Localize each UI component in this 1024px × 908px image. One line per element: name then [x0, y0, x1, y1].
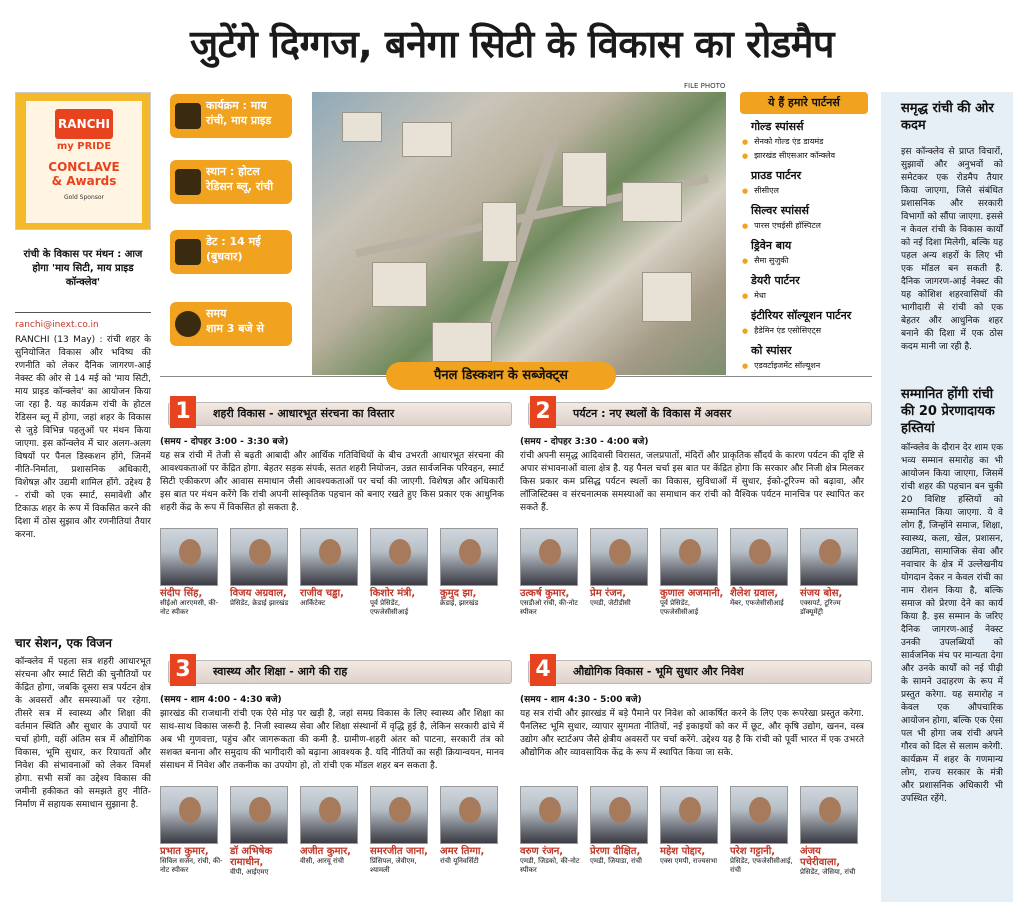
panelist — [800, 786, 864, 877]
panelist — [730, 528, 794, 608]
panelist-role: प्रेसिडेंट, क्रेडाई झारखंड — [230, 599, 289, 607]
city-aerial-photo — [312, 92, 726, 375]
partners-heading: ये हैं हमारे पार्टनर्स — [740, 92, 868, 114]
time-label: समय — [206, 307, 227, 320]
panelist-photo — [230, 786, 288, 844]
panelist-name: विजय अग्रवाल, — [230, 588, 287, 599]
venue-value: रेडिसन ब्लू, रांची — [206, 180, 274, 193]
venue-label: स्थान : होटल — [206, 165, 260, 178]
panelist-name: शैलेश ग्रवाल, — [730, 588, 779, 599]
people-icon — [175, 103, 201, 129]
panel-title: पैनल डिस्कशन के सब्जेक्ट्स — [386, 362, 616, 390]
panelist-name: वरुण रंजन, — [520, 846, 564, 857]
session-time: (समय - शाम 4:00 - 4:30 बजे) — [160, 695, 282, 705]
panelist-role: सीईओ आरएमसी, की-नोट स्पीकर — [160, 599, 219, 616]
partner-item: ● झारखंड सीएसआर कॉन्क्लेव — [742, 149, 869, 163]
panelist — [370, 786, 434, 875]
panelist-photo — [160, 786, 218, 844]
right-body-2: कॉन्क्लेव के दौरान देर शाम एक भव्य सम्मान समारोह का भी आयोजन किया जाएगा, जिसमें रांची शहर की पहचान बन चुकी 20 विशिष्ट हस्तियों को सम्मानित किया जाएगा. ये वे लोग हैं, जिन्होंने समाज, शिक्षा, स्वास्थ्य, कला, खेल, प्रशासन, उद्यमिता, सामाजिक सेवा और नवाचार के क्षेत्र में उल्लेखनीय योगदान देकर न केवल रांची का नाम रोशन किया है, बल्कि समाज को प्रेरणा देने का कार्य किया है. इस सम्मान के जरिए दैनिक जागरण-आई नेक्स्ट उनकी उपलब्धियों को सार्वजनिक मंच पर मान्यता देगा और उनके कार्यों को नई पीढ़ी के सामने उदाहरण के रूप में प्रस्तुत करेगा. यह समारोह न केवल एक औपचारिक आयोजन होगा, बल्कि एक ऐसा पल भी होगा जब रांची अपने गौरव को दिल से सलाम करेगी. कार्यक्रम में शहर के गणमान्य लोग, राज्य सरकार के मंत्री और प्रशासनिक अधिकारी भी उपस्थित रहेंगे. — [901, 443, 1003, 804]
partner-group-title: डेयरी पार्टनर — [751, 274, 800, 287]
partner-group-title: को स्पांसर — [751, 344, 792, 357]
panelist-role: एमडी, जियाडा, रांची — [590, 857, 642, 865]
session-text: रांची अपनी समृद्ध आदिवासी विरासत, जलप्रपातों, मंदिरों और प्राकृतिक सौंदर्य के कारण पर्यटन की दृष्टि से अपार संभावनाओं वाला क्षेत्र है. यह पैनल चर्चा इस बात पर केंद्रित होगा कि सरकार और निजी क्षेत्र मिलकर किस प्रकार कम प्रसिद्ध पर्यटन स्थलों का विकास, सुविधाओं में सुधार, ईको-टूरिज्म को बढ़ावा, और लॉजिस्टिक्स व संरचनात्मक समस्याओं का समाधान कर रांची को वैश्विक पर्यटन मानचित्र पर स्थापित कर सकते हैं. — [520, 451, 864, 513]
panelist-name: परेश गट्टानी, — [730, 846, 776, 857]
panelist-photo — [800, 786, 858, 844]
panelist-photo — [440, 528, 498, 586]
session-title-bar: औद्योगिक विकास - भूमि सुधार और निवेश — [528, 660, 872, 684]
promo-line2: & Awards — [51, 174, 117, 188]
panelist — [520, 786, 584, 875]
panelist-photo — [520, 528, 578, 586]
session-time: (समय - शाम 4:30 - 5:00 बजे) — [520, 695, 642, 705]
session-title-bar: शहरी विकास - आधारभूत संरचना का विस्तार — [168, 402, 512, 426]
panelist — [230, 786, 294, 877]
panelist-name: उत्कर्ष कुमार, — [520, 588, 570, 599]
panelist — [440, 528, 504, 608]
panelist-photo — [370, 528, 428, 586]
panelist-name: अंजय पचेरीवाला, — [800, 846, 841, 868]
partner-item: ● एडवर्टाइजमेंट सॉल्यूशन — [742, 359, 869, 373]
partner-item: ● सीसीएल — [742, 184, 869, 198]
panelist-role: प्रेसिडेंट, जेसिया, रांची — [800, 868, 856, 876]
panelist-name: कुणाल अजमानी, — [660, 588, 724, 599]
event-box — [170, 94, 292, 138]
calendar-icon — [175, 239, 201, 265]
promo-sub: my PRIDE — [56, 141, 112, 152]
panelist — [660, 786, 724, 866]
panelist-photo — [440, 786, 498, 844]
left-title: रांची के विकास पर मंथन : आज होगा 'माय सिटी, माय प्राइड कॉन्क्लेव' — [23, 249, 143, 288]
panelist-role: प्रेसिडेंट, एफजेसीसीआई, रांची — [730, 857, 793, 874]
panelist-photo — [230, 528, 288, 586]
right-body-1: इस कॉन्क्लेव से प्राप्त विचारों, सुझावों और अनुभवों को समेटकर एक रोडमैप तैयार किया जाएगा, जिसे संबंधित प्रशासनिक और सरकारी विभागों को सौंपा जाएगा. इससे न केवल रांची के विकास कार्यों को नई दिशा मिलेगी, बल्कि यह पहल अन्य शहरों के लिए भी एक मॉडल बन सकती है. दैनिक जागरण-आई नेक्स्ट की यह कोशिश शहरवासियों की भागीदारी से रांची को एक बेहतर और आधुनिक शहर बनाने की दिशा में एक ठोस कदम मानी जा रही है. — [901, 147, 1003, 352]
session-text: यह सत्र रांची और झारखंड में बड़े पैमाने पर निवेश को आकर्षित करने के लिए एक रूपरेखा प्रस्तुत करेगा. पैनलिस्ट भूमि सुधार, व्यापार सुगमता नीतियों, नई इकाइयों को कर में छूट, और कृषि उद्योग, खनन, वस्त्र उद्योग और स्टार्टअप जैसे क्षेत्रीय अवसरों पर चर्चा करेंगे. उद्देश्य यह है कि रांची को पूर्वी भारत में एक उभरते औद्योगिक और व्यावसायिक केंद्र के रूप में स्थापित किया जा सके. — [520, 709, 864, 758]
time-box — [170, 302, 292, 346]
panelist-name: समरजीत जाना, — [370, 846, 428, 857]
partner-group-title: इंटीरियर सॉल्यूशन पार्टनर — [751, 309, 852, 322]
partner-item: ● पारस एचईसी हॉस्पिटल — [742, 219, 869, 233]
panelist — [230, 528, 294, 608]
panelist-name: संदीप सिंह, — [160, 588, 203, 599]
panelist-role: एमडी, जेटीडीसी — [590, 599, 631, 607]
panelist-role: एक्सपर्ट, टूरिज्म डॉक्यूमेंट्री — [800, 599, 841, 616]
panelist — [300, 786, 364, 866]
date-label: डेट : 14 मई — [206, 235, 261, 248]
partner-item: ● सैमा सुजुकी — [742, 254, 869, 268]
panelist-photo — [730, 786, 788, 844]
partner-group-title: सिल्वर स्पांसर्स — [751, 204, 809, 217]
panelist-name: संजय बोस, — [800, 588, 843, 599]
venue-box — [170, 160, 292, 204]
session-time: (समय - दोपहर 3:00 - 3:30 बजे) — [160, 437, 289, 447]
panelist-role: पूर्व प्रेसिडेंट, एफजेसीसीआई — [370, 599, 409, 616]
date-box — [170, 230, 292, 274]
session-time: (समय - दोपहर 3:30 - 4:00 बजे) — [520, 437, 649, 447]
date-value: (बुधवार) — [206, 250, 243, 263]
panelist-name: अमर तिग्गा, — [440, 846, 485, 857]
panelist-role: मेंबर, एफजेसीसीआई — [730, 599, 784, 607]
right-heading-1: समृद्ध रांची की ओर कदम — [901, 101, 994, 133]
panelist-role: एक्स एमपी, राज्यसभा — [660, 857, 718, 865]
panelist-photo — [520, 786, 578, 844]
panelist-role: आर्किटेक्ट — [300, 599, 326, 607]
panelist — [300, 528, 364, 608]
partner-item: ● हैडेमिन एंड एसोसिएट्स — [742, 324, 869, 338]
panelist-role: वीपी, आईएमए — [230, 868, 269, 876]
panelist-photo — [660, 786, 718, 844]
partners-panel — [736, 92, 869, 392]
panelist-role: रांची यूनिवर्सिटी — [440, 857, 479, 865]
panelist — [590, 528, 654, 608]
session-number: 2 — [530, 396, 556, 428]
panelist-name: किशोर मंत्री, — [370, 588, 416, 599]
panelist-name: अजीत कुमार, — [300, 846, 351, 857]
panelist — [520, 528, 584, 617]
panelist-role: एमडी, जिडको, की-नोट स्पीकर — [520, 857, 580, 874]
panelist-role: सिविल सर्जन, रांची, की-नोट स्पीकर — [160, 857, 223, 874]
left-body2: कॉन्क्लेव में पहला सत्र शहरी आधारभूत संरचना और स्मार्ट सिटी की चुनौतियों पर केंद्रित होगा, जबकि दूसरा सत्र पर्यटन क्षेत्र के अवसरों और समस्याओं पर रहेगा. तीसरे सत्र में स्वास्थ्य और शिक्षा की वर्तमान स्थिति और सुधार के उपायों पर चर्चा होगी, वहीं अंतिम सत्र में औद्योगिक विकास, भूमि सुधार, कर रियायतों और निवेश की संभावनाओं को लेकर विमर्श होगा. सभी सत्रों का उद्देश्य विकास की जमीनी हकीकत को समझते हुए नीति-निर्माण में सहायक समाधान सुझाना है. — [15, 657, 151, 810]
panelist-photo — [370, 786, 428, 844]
panelist-role: वीसी, आरयू रांची — [300, 857, 344, 865]
partner-item: ● मेधा — [742, 289, 869, 303]
session-text: झारखंड की राजधानी रांची एक ऐसे मोड़ पर खड़ी है, जहां समग्र विकास के लिए स्वास्थ्य और शिक्षा का साथ-साथ विकास जरूरी है. निजी स्वास्थ्य सेवा और शिक्षा संस्थानों में वृद्धि हुई है, लेकिन सरकारी ढांचे में अब भी गुणवत्ता, पहुंच और जागरूकता की कमी है. ग्रामीण-शहरी अंतर को पाटना, सरकारी तंत्र को सशक्त बनाना और समुदाय की भागीदारी को बढ़ाना आवश्यक है. यदि नीतियों का सही क्रियान्वयन, मानव संसाधन में निवेश और तकनीक का उपयोग हो, तो रांची एक मॉडल शहर बन सकता है. — [160, 709, 504, 771]
panelist — [800, 528, 864, 617]
panelist-name: डॉ अभिषेक रामाधीन, — [230, 846, 273, 868]
panelist — [160, 528, 224, 617]
session-number: 4 — [530, 654, 556, 686]
panelist-photo — [300, 786, 358, 844]
left-subhead: चार सेशन, एक विजन — [15, 636, 112, 650]
session-number: 3 — [170, 654, 196, 686]
event-label: कार्यक्रम : माय — [206, 99, 267, 112]
panelist — [370, 528, 434, 617]
left-body: RANCHI (13 May) : रांची शहर के सुनियोजित विकास और भविष्य की रणनीति को लेकर दैनिक जागरण-आई नेक्स्ट की ओर से 14 मई को 'माय सिटी, माय प्राइड कॉन्क्लेव' का आयोजन किया जा रहा है. यह कार्यक्रम रांची के होटल रेडिसन ब्लू में होगा, जहां शहर के विकास से जुड़े विभिन्न पहलुओं पर मंथन किया जाएगा. इस कॉन्क्लेव में चार अलग-अलग विषयों पर पैनल डिस्कशन होंगे, जिनमें नीति-निर्माता, प्रशासनिक अधिकारी, विशेषज्ञ और उद्यमी शामिल होंगे. उद्देश्य है - रांची को एक स्मार्ट, समावेशी और टिकाऊ शहर के रूप में विकसित करने की दिशा में ठोस सुझाव और रणनीतियां तैयार करना. — [15, 335, 151, 540]
conclave-logo — [15, 92, 151, 230]
promo-sponsor: Gold Sponsor — [63, 194, 105, 201]
time-value: शाम 3 बजे से — [206, 322, 264, 335]
clock-icon — [175, 311, 201, 337]
session-title-bar: स्वास्थ्य और शिक्षा - आगे की राह — [168, 660, 512, 684]
panelist-name: प्रभात कुमार, — [160, 846, 209, 857]
panelist — [590, 786, 654, 866]
divider — [15, 312, 151, 313]
panelist-role: एसडीओ रांची, की-नोट स्पीकर — [520, 599, 578, 616]
panelist-name: राजीव चड्ढा, — [300, 588, 344, 599]
panelist-photo — [590, 528, 648, 586]
session-title-bar: पर्यटन : नए स्थलों के विकास में अवसर — [528, 402, 872, 426]
hotel-icon — [175, 169, 201, 195]
partner-group-title: प्राउड पार्टनर — [751, 169, 802, 182]
partner-group-title: ड्रिवेन बाय — [751, 239, 792, 252]
panelist-photo — [800, 528, 858, 586]
partner-item: ● सेनको गोल्ड एंड डायमंड — [742, 135, 869, 149]
panelist-name: प्रेरणा दीक्षित, — [590, 846, 641, 857]
event-value: रांची, माय प्राइड — [206, 114, 272, 127]
panelist-role: पूर्व प्रेसिडेंट, एफजेसीसीआई — [660, 599, 699, 616]
panelist-name: प्रेम रंजन, — [590, 588, 627, 599]
panelist — [660, 528, 724, 617]
headline: जुटेंगे दिग्गज, बनेगा सिटी के विकास का रोडमैप — [189, 22, 835, 66]
panelist — [730, 786, 794, 875]
panelist-photo — [730, 528, 788, 586]
panelist — [440, 786, 504, 866]
right-heading-2: सम्मानित होंगी रांची की 20 प्रेरणादायक हस्तियां — [901, 387, 995, 436]
panelist-photo — [590, 786, 648, 844]
panelist-role: प्रिंसिपल, जेवीएम, श्यामली — [370, 857, 417, 874]
session-text: यह सत्र रांची में तेजी से बढ़ती आबादी और आर्थिक गतिविधियों के बीच उभरती आधारभूत संरचना की आवश्यकताओं पर केंद्रित होगा. बेहतर सड़क संपर्क, सतत शहरी नियोजन, उन्नत सार्वजनिक परिवहन, स्मार्ट सिटी एकीकरण और आवास समाधान जैसी आवश्यकताओं पर चर्चा की जाएगी. विशेषज्ञ और अधिकारी इस बात पर मंथन करेंगे कि रांची अपनी सांस्कृतिक पहचान को बनाए रखते हुए किस प्रकार एक आधुनिक शहरी केंद्र के रूप में विकसित हो सकता है. — [160, 451, 504, 513]
panelist-photo — [300, 528, 358, 586]
session-number: 1 — [170, 396, 196, 428]
panelist-photo — [160, 528, 218, 586]
email-link[interactable]: ranchi@inext.co.in — [15, 320, 99, 330]
panelist-photo — [660, 528, 718, 586]
panelist — [160, 786, 224, 875]
panelist-name: कुमुद झा, — [440, 588, 477, 599]
promo-line1: CONCLAVE — [48, 160, 120, 174]
photo-credit: FILE PHOTO — [684, 82, 726, 90]
panelist-role: क्रेडाई, झारखंड — [440, 599, 479, 607]
panelist-name: महेश पोद्दार, — [660, 846, 706, 857]
promo-badge: RANCHI — [55, 109, 113, 139]
partner-group-title: गोल्ड स्पांसर्स — [751, 120, 804, 133]
